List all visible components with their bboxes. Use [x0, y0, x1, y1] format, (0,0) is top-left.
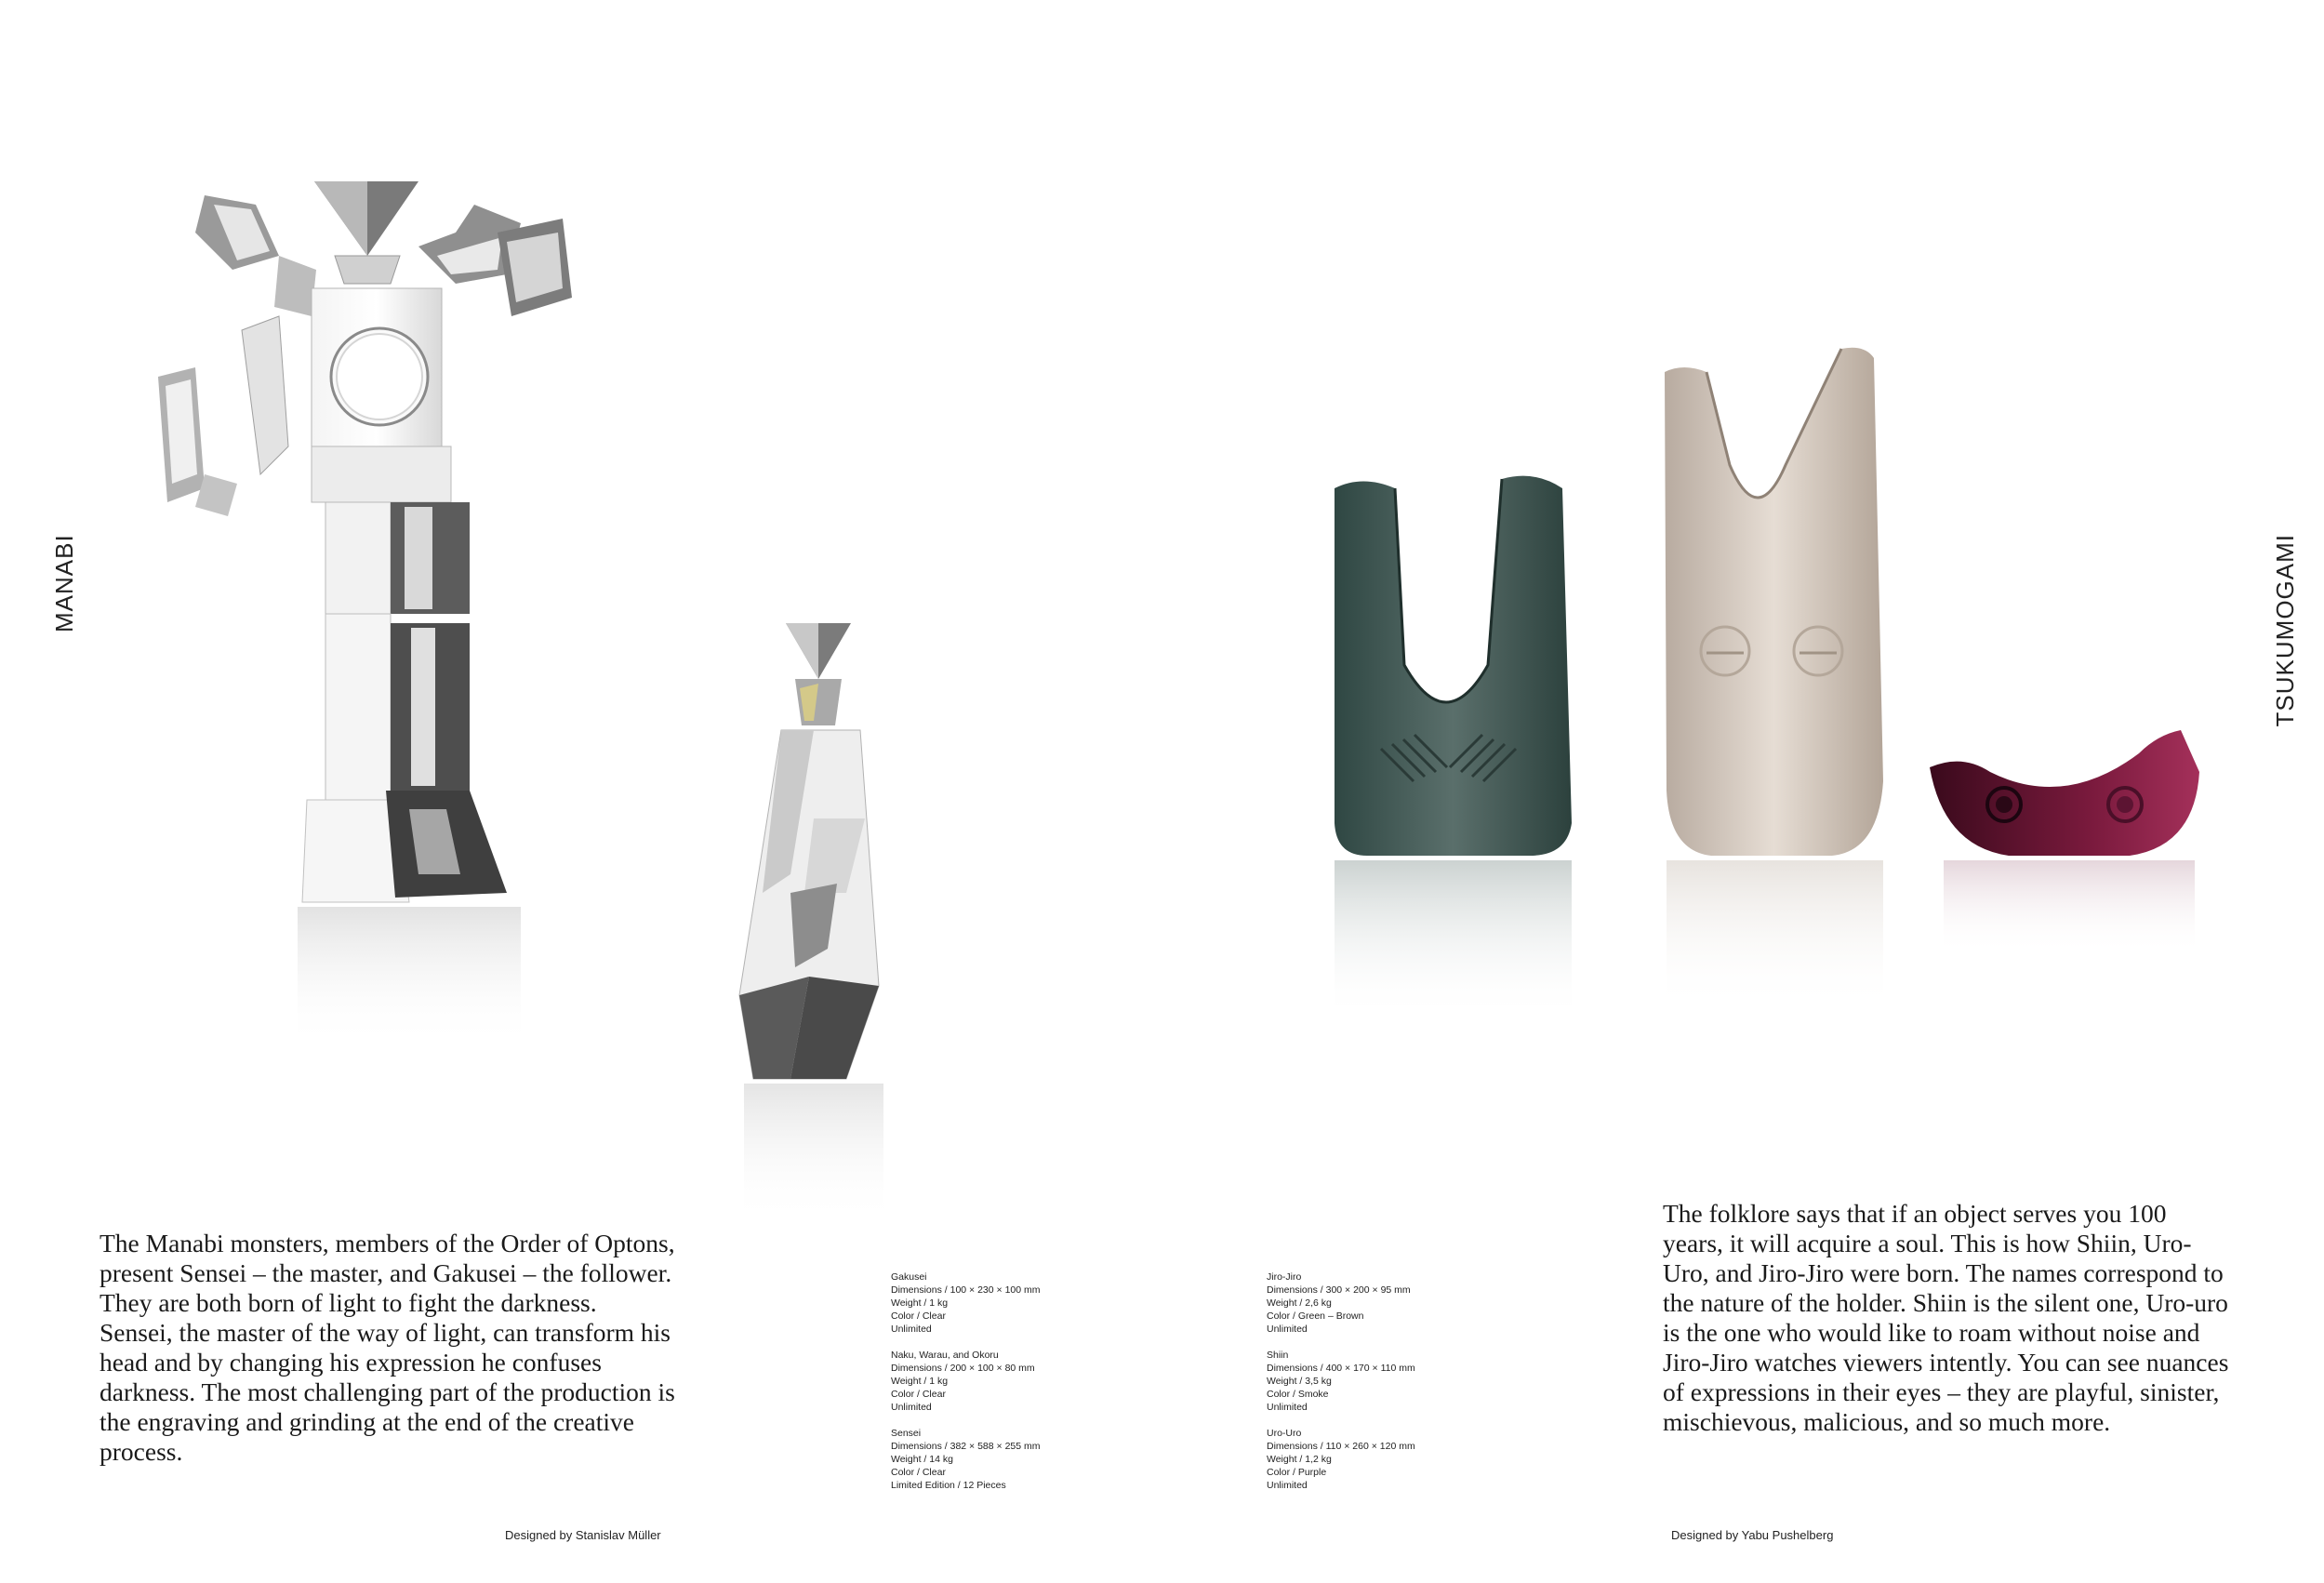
jiro-jiro-green-vessel	[1325, 470, 1586, 1028]
spec-group-naku-warau-okoru	[891, 1349, 1096, 1414]
spec-name: Naku, Warau, and Okoru	[891, 1350, 999, 1361]
spec-group-sensei	[891, 1427, 1096, 1492]
spec-name: Uro-Uro	[1267, 1428, 1302, 1439]
tsukumogami-specs	[1267, 1270, 1471, 1505]
spec-line: Dimensions / 400 × 170 × 110 mm	[1267, 1363, 1415, 1374]
sensei-crystal-figure	[139, 167, 697, 1097]
tsukumogami-designer-credit: Designed by Yabu Pushelberg	[1671, 1528, 1834, 1542]
spec-line: Dimensions / 382 × 588 × 255 mm	[891, 1441, 1041, 1452]
spec-line: Color / Green – Brown	[1267, 1310, 1364, 1322]
spec-line: Weight / 14 kg	[891, 1454, 953, 1465]
spec-name: Sensei	[891, 1428, 922, 1439]
spec-line: Weight / 1,2 kg	[1267, 1454, 1332, 1465]
spec-group-shiin	[1267, 1349, 1471, 1414]
spec-name: Jiro-Jiro	[1267, 1271, 1302, 1283]
spec-line: Unlimited	[1267, 1402, 1308, 1413]
spec-line: Unlimited	[891, 1324, 932, 1335]
spec-line: Color / Smoke	[1267, 1389, 1329, 1400]
spec-name: Gakusei	[891, 1271, 927, 1283]
spec-line: Limited Edition / 12 Pieces	[891, 1480, 1006, 1491]
manabi-description: The Manabi monsters, members of the Order of Optons, present Sensei – the master, and Gakusei – the follower. They are both born of light to fight the darkness. Sensei, the master of the way of light, can transform his head and by changing his expression he confuses darkness. The most challenging part of the production is the engraving and grinding at the end of the creative process.	[100, 1229, 675, 1466]
spec-line: Color / Clear	[891, 1389, 946, 1400]
gakusei-crystal-figure	[725, 614, 893, 1228]
spec-line: Unlimited	[891, 1402, 932, 1413]
spec-line: Color / Clear	[891, 1310, 946, 1322]
shiin-smoke-vessel	[1655, 344, 1897, 1014]
spec-group-uro-uro	[1267, 1427, 1471, 1492]
spec-line: Weight / 2,6 kg	[1267, 1297, 1332, 1309]
manabi-specs	[891, 1270, 1096, 1505]
manabi-designer-credit: Designed by Stanislav Müller	[505, 1528, 661, 1542]
spec-line: Dimensions / 100 × 230 × 100 mm	[891, 1284, 1041, 1296]
spec-group-gakusei	[891, 1270, 1096, 1336]
spec-line: Weight / 3,5 kg	[1267, 1376, 1332, 1387]
spec-line: Color / Clear	[891, 1467, 946, 1478]
spec-line: Weight / 1 kg	[891, 1376, 949, 1387]
tsukumogami-description: The folklore says that if an object serves you 100 years, it will acquire a soul. This is how Shiin, Uro-Uro, and Jiro-Jiro were born. The names correspond to the nature of the holder. Shiin is the silent one, Uro-uro is the one who would like to roam without noise and Jiro-Jiro watches viewers intently. You can see nuances of expressions in their eyes – they are playful, sinister, mischievous, malicious, and so much more.	[1663, 1199, 2229, 1436]
spec-line: Dimensions / 110 × 260 × 120 mm	[1267, 1441, 1415, 1452]
spec-line: Dimensions / 200 × 100 × 80 mm	[891, 1363, 1035, 1374]
spec-line: Unlimited	[1267, 1480, 1308, 1491]
uro-uro-purple-vessel	[1925, 716, 2213, 958]
spec-line: Weight / 1 kg	[891, 1297, 949, 1309]
spec-group-jiro-jiro	[1267, 1270, 1471, 1336]
side-label-tsukumogami: TSUKUMOGAMI	[2271, 534, 2299, 727]
spec-name: Shiin	[1267, 1350, 1289, 1361]
spec-line: Color / Purple	[1267, 1467, 1327, 1478]
spec-line: Unlimited	[1267, 1324, 1308, 1335]
side-label-manabi: MANABI	[50, 534, 78, 632]
spec-line: Dimensions / 300 × 200 × 95 mm	[1267, 1284, 1411, 1296]
